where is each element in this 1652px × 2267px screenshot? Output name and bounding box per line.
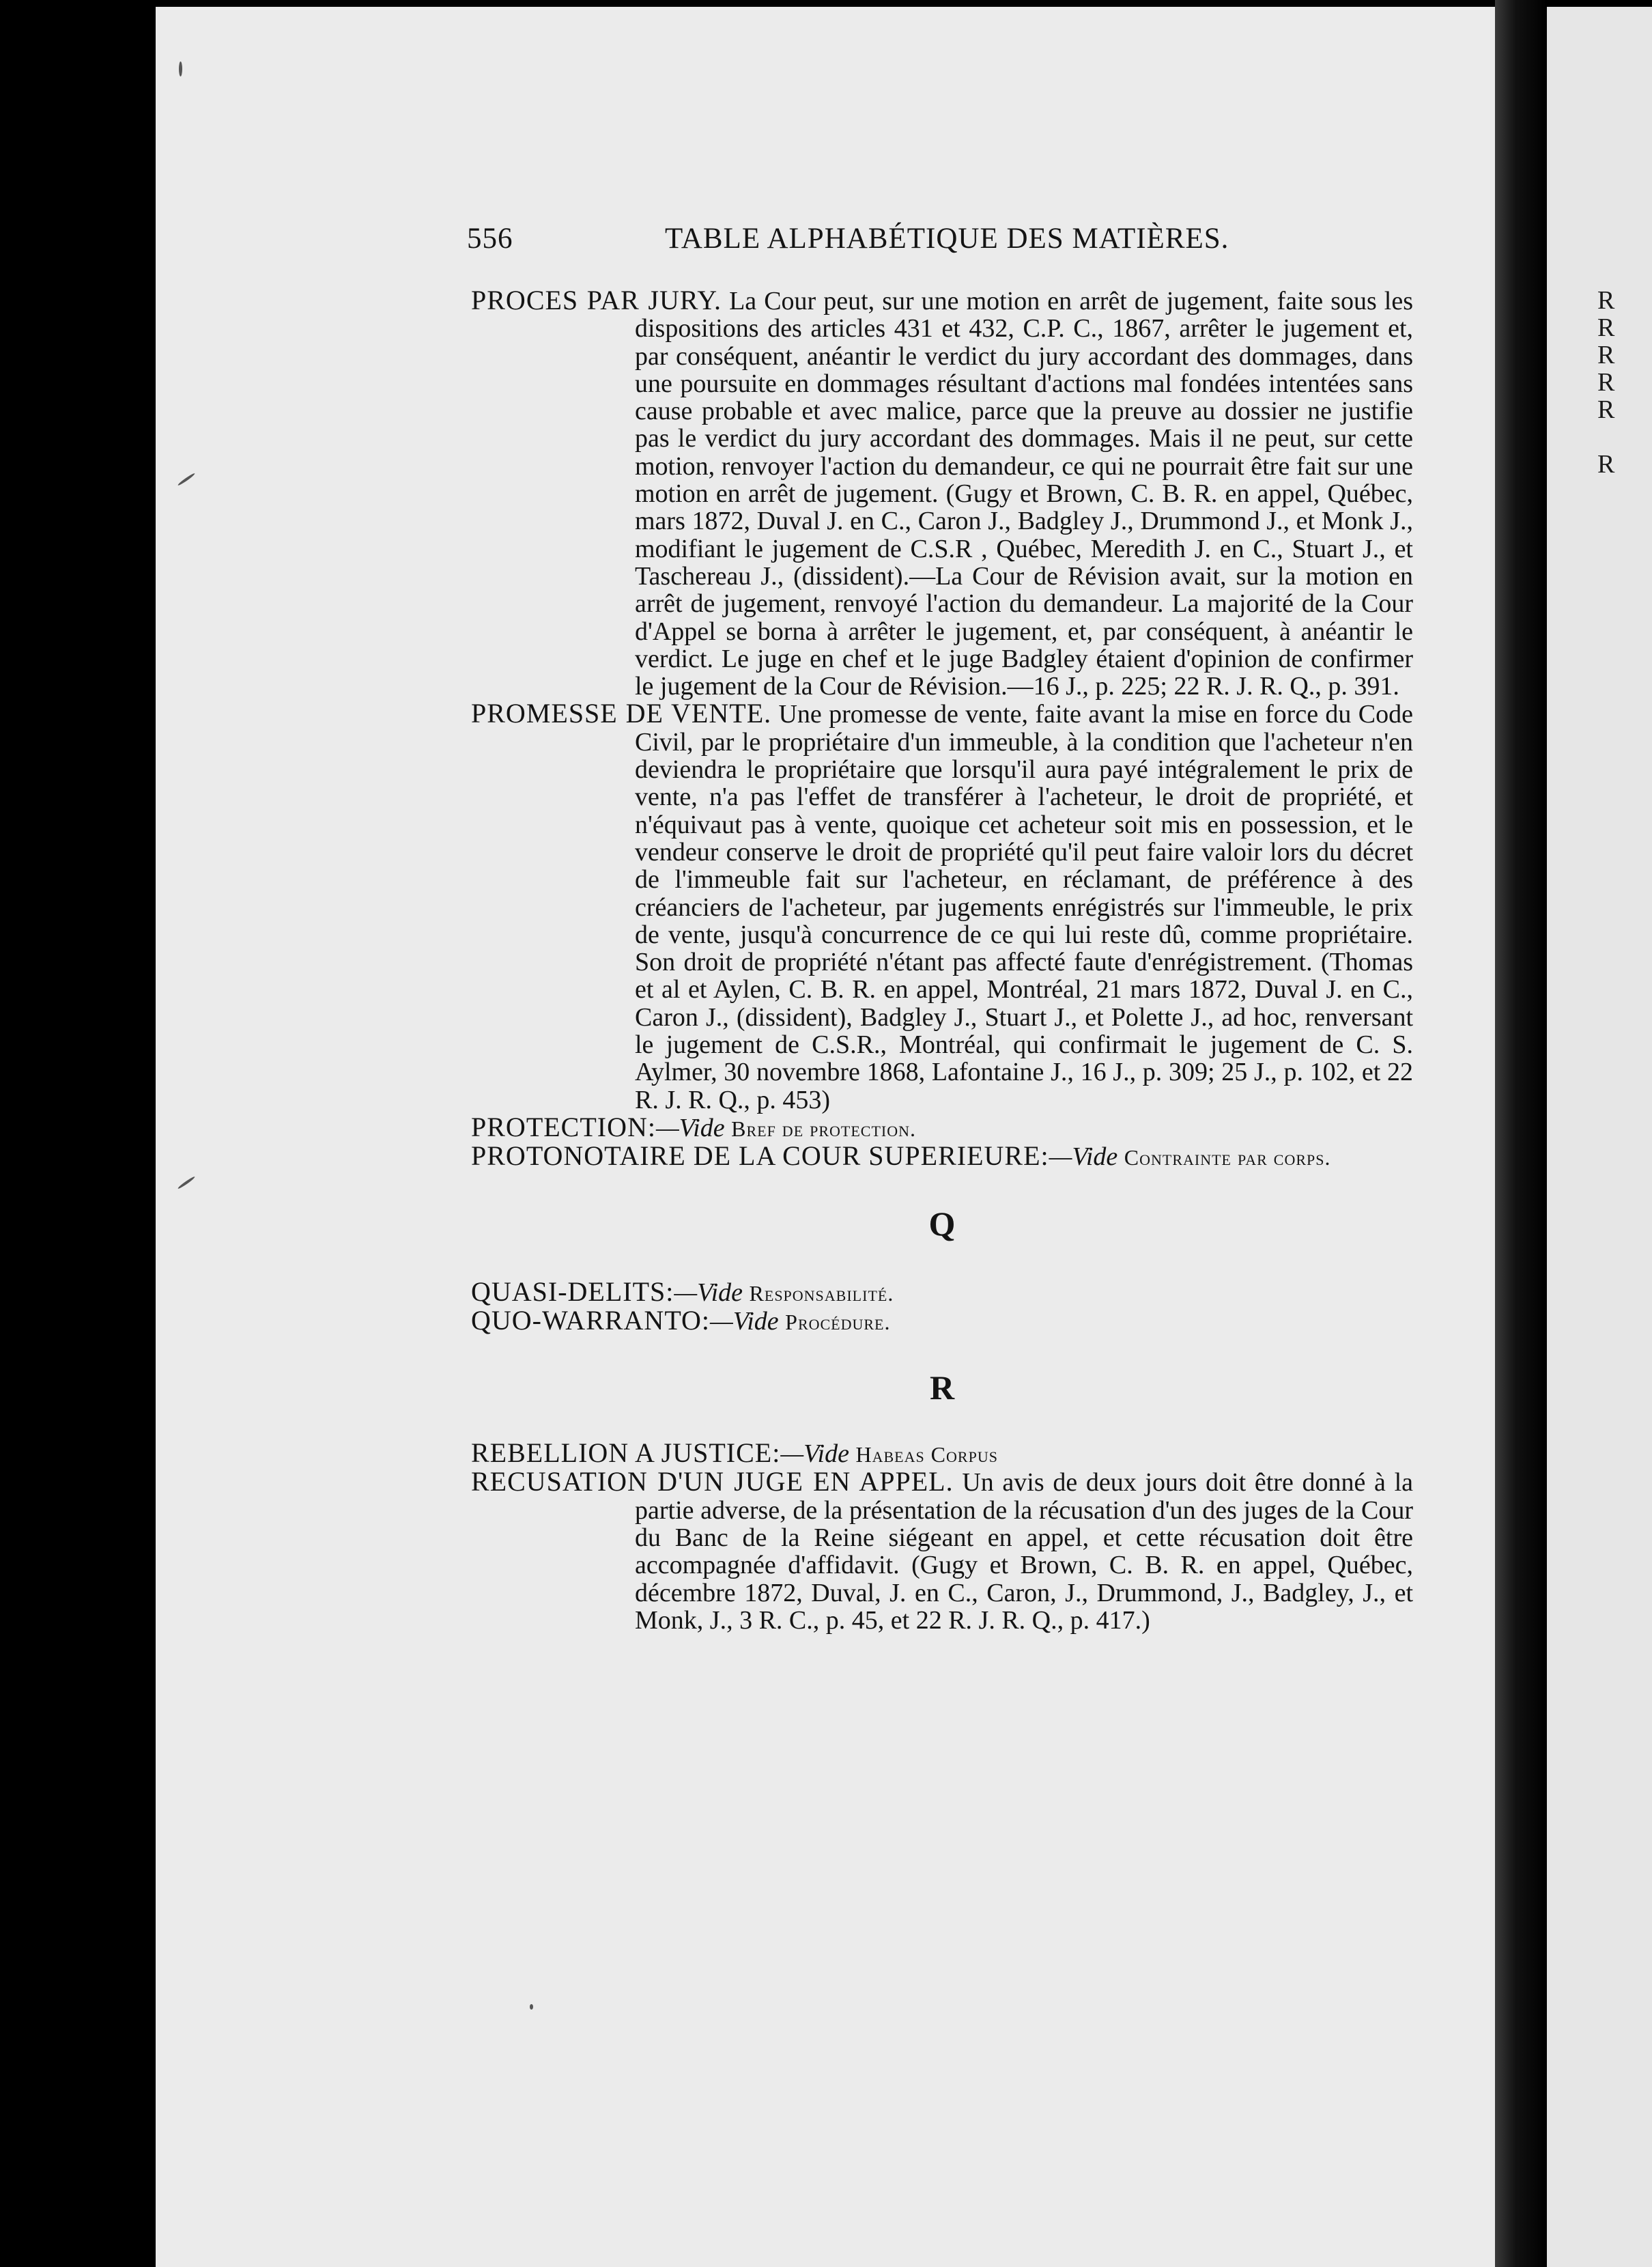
entry-headword: PROTONOTAIRE DE LA COUR SUPERIEURE: xyxy=(471,1140,1049,1172)
vide-reference: —Vide xyxy=(1049,1142,1118,1172)
index-entry xyxy=(471,1278,1413,1307)
entry-headword: PROMESSE DE VENTE. xyxy=(471,698,772,729)
entry-headword: RECUSATION D'UN JUGE EN APPEL. xyxy=(471,1466,954,1497)
entry-headword: QUO-WARRANTO: xyxy=(471,1304,711,1336)
entry-text: La Cour peut, sur une motion en arrêt de jugement, faite sous les dispositions des articles 431 et 432, C.P. C., 1867, arrêter le jugement et, par conséquent, anéantir le verdict du jury accordant des dommages, dans une poursuite en dommages résultant d'actions mal fondées intentées sans cause probable et avec malice, parce que la preuve au dossier ne justifie pas le verdict du jury accordant des dommages. Mais il ne peut, sur cette motion, renvoyer l'action du demandeur, ce qui ne pourrait être fait sur une motion en arrêt de jugement. (Gugy et Brown, C. B. R. en appel, Québec, mars 1872, Duval J. en C., Caron J., Badgley J., Drummond J., et Monk J., modifiant le jugement de C.S.R , Québec, Meredith J. en C., Stuart J., et Taschereau J., (dissident).—La Cour de Révision avait, sur la motion en arrêt de jugement, renvoyé l'action du demandeur. La majorité de la Cour d'Appel se borna à arrêter le jugement, et, par conséquent, à anéantir le verdict. Le juge en chef et le juge Badgley étaient d'opinion de confirmer le jugement de la Cour de Révision.—16 J., p. 225; 22 R. J. R. Q., p. 391. xyxy=(635,287,1414,701)
vide-reference: —Vide xyxy=(710,1306,779,1336)
index-entry xyxy=(471,700,1413,1113)
section-letter-r: R xyxy=(929,1368,955,1407)
index-entry xyxy=(471,1111,1413,1142)
margin-letter: R xyxy=(1597,368,1615,397)
vide-reference: —Vide xyxy=(674,1278,743,1307)
ink-mark xyxy=(530,2004,533,2010)
margin-letter: R xyxy=(1597,341,1615,369)
index-entry xyxy=(471,1142,1413,1171)
margin-letter: R xyxy=(1597,450,1615,479)
facing-page-margin-letters xyxy=(1597,287,1614,478)
margin-letter xyxy=(1597,423,1614,451)
page-header xyxy=(467,219,1233,259)
entry-headword: PROTECTION: xyxy=(471,1111,656,1142)
vide-reference: —Vide xyxy=(780,1439,849,1469)
ink-mark xyxy=(179,61,182,76)
book-gutter xyxy=(1495,0,1547,2267)
page-number: 556 xyxy=(467,223,513,255)
entry-headword: QUASI-DELITS: xyxy=(471,1276,674,1307)
index-entry xyxy=(471,287,1413,700)
running-head: TABLE ALPHABÉTIQUE DES MATIÈRES. xyxy=(665,223,1229,255)
cross-reference: Habeas Corpus xyxy=(855,1442,998,1467)
index-entry xyxy=(471,1468,1413,1634)
vide-reference: —Vide xyxy=(656,1113,725,1142)
cross-reference: Bref de protection. xyxy=(731,1116,917,1141)
page-content xyxy=(471,287,1413,1634)
margin-letter: R xyxy=(1597,286,1615,315)
cross-reference: Procédure. xyxy=(785,1309,891,1334)
cross-reference: Responsabilité. xyxy=(749,1280,894,1306)
entry-headword: REBELLION A JUSTICE: xyxy=(471,1437,781,1469)
section-letter-q: Q xyxy=(928,1204,956,1243)
entry-headword: PROCES PAR JURY. xyxy=(471,285,722,315)
index-entry xyxy=(471,1304,1413,1336)
margin-letter: R xyxy=(1597,395,1615,424)
index-entry xyxy=(471,1439,1413,1468)
entry-text: Une promesse de vente, faite avant la mise en force du Code Civil, par le propriétaire d'un immeuble, à la condition que l'acheteur n'en deviendra le propriétaire que lorsqu'il aura payé intégralement le prix de vente, n'a pas l'effet de transférer à l'acheteur, le droit de propriété, et n'équivaut pas à vente, quoique cet acheteur soit mis en possession, et le vendeur conserve le droit de propriété qu'il peut faire valoir lors du décret de l'immeuble fait sur l'acheteur, en réclamant, de préférence à des créanciers de l'acheteur, par jugements enrégistrés sur l'immeuble, le prix de vente, jusqu'à concurrence de ce qui lui reste dû, comme propriétaire. Son droit de propriété n'étant pas affecté faute d'enrégistrement. (Thomas et al et Aylen, C. B. R. en appel, Montréal, 21 mars 1872, Duval J. en C., Caron J., (dissident), Badgley J., Stuart J., et Polette J., ad hoc, renversant le jugement de C.S.R., Montréal, qui confirmait le jugement de C. S. Aylmer, 30 novembre 1868, Lafontaine J., 16 J., p. 309; 25 J., p. 102, et 22 R. J. R. Q., p. 453) xyxy=(635,700,1413,1114)
entry-text: Un avis de deux jours doit être donné à la partie adverse, de la présentation de la récusation d'un des juges de la Cour du Banc de la Reine siégeant en appel, et cette récusation doit être accompagnée d'affidavit. (Gugy et Brown, C. B. R. en appel, Québec, décembre 1872, Duval, J. en C., Caron, J., Drummond, J., Badgley, J., et Monk, J., 3 R. C., p. 45, et 22 R. J. R. Q., p. 417.) xyxy=(635,1468,1414,1635)
margin-letter: R xyxy=(1597,313,1615,342)
cross-reference: Contrainte par corps. xyxy=(1124,1145,1331,1170)
